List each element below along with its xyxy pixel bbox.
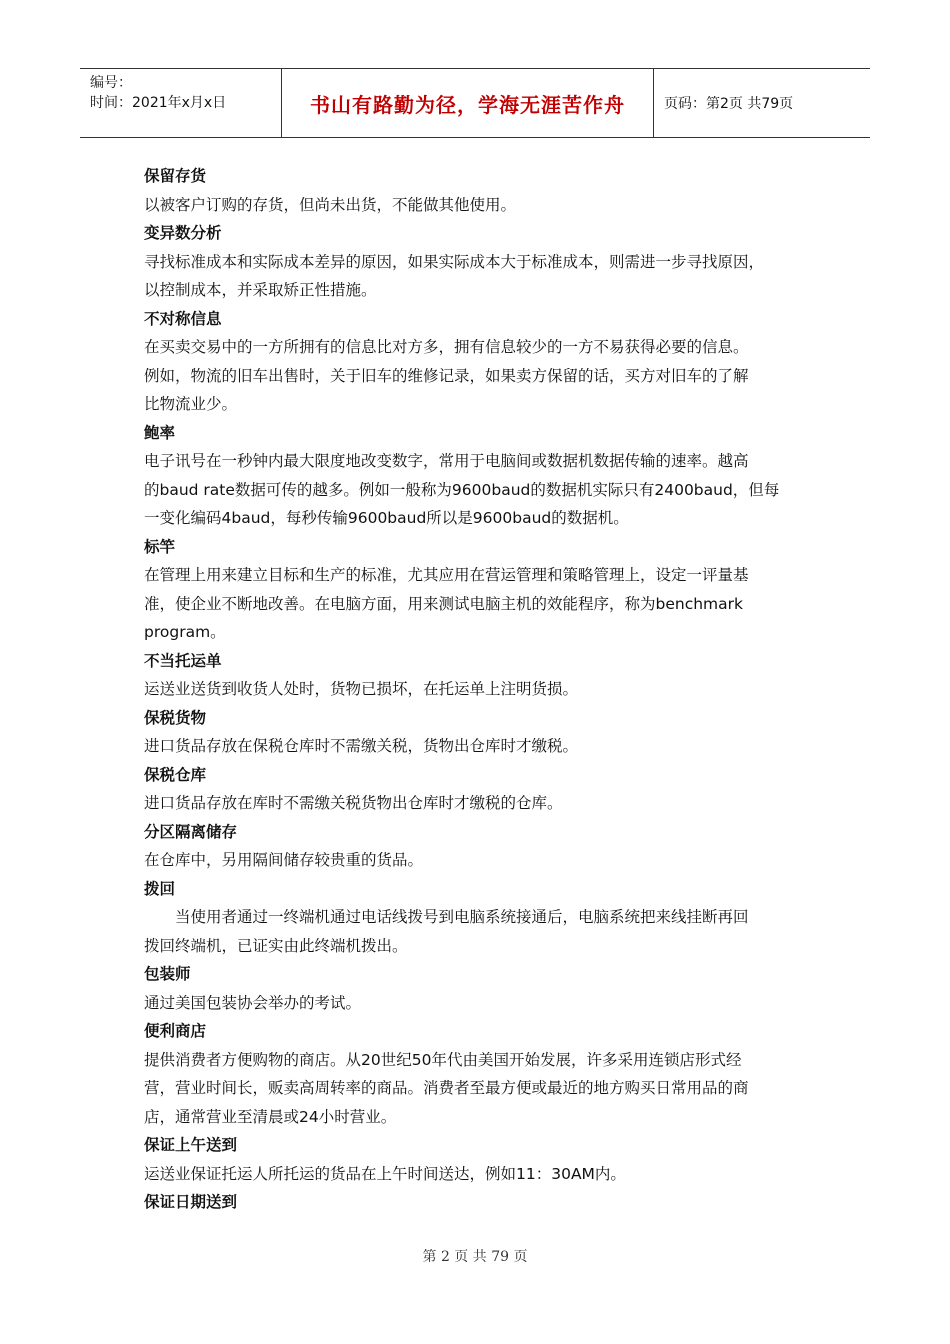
definition-line: 以控制成本，并采取矫正性措施。 <box>144 281 377 299</box>
header-left-cell <box>80 69 282 137</box>
definition-line: 在买卖交易中的一方所拥有的信息比对方多，拥有信息较少的一方不易获得必要的信息。 <box>144 338 749 356</box>
definition-line: 当使用者通过一终端机通过电话线拨号到电脑系统接通后，电脑系统把来线挂断再回 <box>175 908 749 926</box>
definition-line: 店，通常营业至清晨或24小时营业。 <box>144 1107 397 1126</box>
footer-page-number: 第 2 页 共 79 页 <box>422 1249 528 1265</box>
definition-line: 进口货品存放在保税仓库时不需缴关税，货物出仓库时才缴税。 <box>144 737 579 755</box>
definition-line: 准，使企业不断地改善。在电脑方面，用来测试电脑主机的效能程序，称为benchmark <box>144 594 743 613</box>
glossary-definition <box>144 732 806 761</box>
glossary-term: 保税货物 <box>144 708 207 727</box>
definition-line: 在仓库中，另用隔间储存较贵重的货品。 <box>144 851 424 869</box>
motto: 书山有路勤为径，学海无涯苦作舟 <box>310 92 625 117</box>
glossary-term: 不对称信息 <box>144 309 222 328</box>
glossary-term: 保证上午送到 <box>144 1136 238 1154</box>
glossary-definition <box>144 989 806 1018</box>
glossary-definition <box>144 675 806 704</box>
glossary-term: 不当托运单 <box>144 651 222 670</box>
glossary-term: 拨回 <box>144 879 176 898</box>
header-table <box>80 68 870 138</box>
definition-line: 通过美国包装协会举办的考试。 <box>144 993 362 1012</box>
definition-line: 比物流业少。 <box>144 395 238 413</box>
definition-line: 运送业保证托运人所托运的货品在上午时间送达，例如11：30AM内。 <box>144 1164 626 1183</box>
definition-line: 拨回终端机，已证实由此终端机拨出。 <box>144 936 408 955</box>
glossary-term: 变异数分析 <box>144 224 222 242</box>
definition-line: 一变化编码4baud，每秒传输9600baud所以是9600baud的数据机。 <box>144 509 629 527</box>
definition-line: 运送业送货到收货人处时，货物已损坏，在托运单上注明货损。 <box>144 680 579 698</box>
time-label: 时间：2021年x月x日 <box>90 95 227 111</box>
definition-line: 电子讯号在一秒钟内最大限度地改变数字，常用于电脑间或数据机数据传输的速率。越高 <box>144 452 749 470</box>
page-code: 页码：第2页 共79页 <box>664 96 794 112</box>
glossary-definition <box>144 191 806 220</box>
glossary-term: 鲍率 <box>144 423 176 442</box>
definition-line: 进口货品存放在库时不需缴关税货物出仓库时才缴税的仓库。 <box>144 794 563 812</box>
definition-line: 寻找标准成本和实际成本差异的原因，如果实际成本大于标准成本，则需进一步寻找原因， <box>144 252 765 271</box>
glossary-definition <box>144 561 806 647</box>
glossary-definition <box>144 846 806 875</box>
glossary-definition <box>144 1160 806 1189</box>
definition-line: 在管理上用来建立目标和生产的标准，尤其应用在营运管理和策略管理上，设定一评量基 <box>144 566 749 584</box>
definition-line: 例如，物流的旧车出售时，关于旧车的维修记录，如果卖方保留的话，买方对旧车的了解 <box>144 366 749 385</box>
header-page-cell <box>654 69 870 137</box>
page-footer <box>0 1246 950 1266</box>
glossary-term: 保税仓库 <box>144 765 207 784</box>
glossary-definition <box>144 447 806 533</box>
header-motto-cell <box>282 69 654 137</box>
glossary-definition <box>144 333 806 419</box>
definition-line: program。 <box>144 623 226 641</box>
glossary-definition <box>144 789 806 818</box>
glossary-definition <box>144 1046 806 1132</box>
glossary-term: 便利商店 <box>144 1022 207 1040</box>
glossary-content <box>144 162 806 1217</box>
definition-line: 的baud rate数据可传的越多。例如一般称为9600baud的数据机实际只有2400baud，但每 <box>144 480 780 499</box>
glossary-term: 标竿 <box>144 537 176 556</box>
glossary-term: 包装师 <box>144 965 191 983</box>
glossary-term: 保留存货 <box>144 167 207 185</box>
glossary-term: 分区隔离储存 <box>144 822 238 841</box>
glossary-term: 保证日期送到 <box>144 1193 238 1211</box>
glossary-definition <box>144 248 806 305</box>
number-label: 编号： <box>90 75 132 91</box>
glossary-definition <box>144 903 806 960</box>
definition-line: 以被客户订购的存货，但尚未出货，不能做其他使用。 <box>144 195 517 214</box>
definition-line: 营，营业时间长，贩卖高周转率的商品。消费者至最方便或最近的地方购买日常用品的商 <box>144 1079 749 1097</box>
definition-line: 提供消费者方便购物的商店。从20世纪50年代由美国开始发展，许多采用连锁店形式经 <box>144 1050 742 1069</box>
